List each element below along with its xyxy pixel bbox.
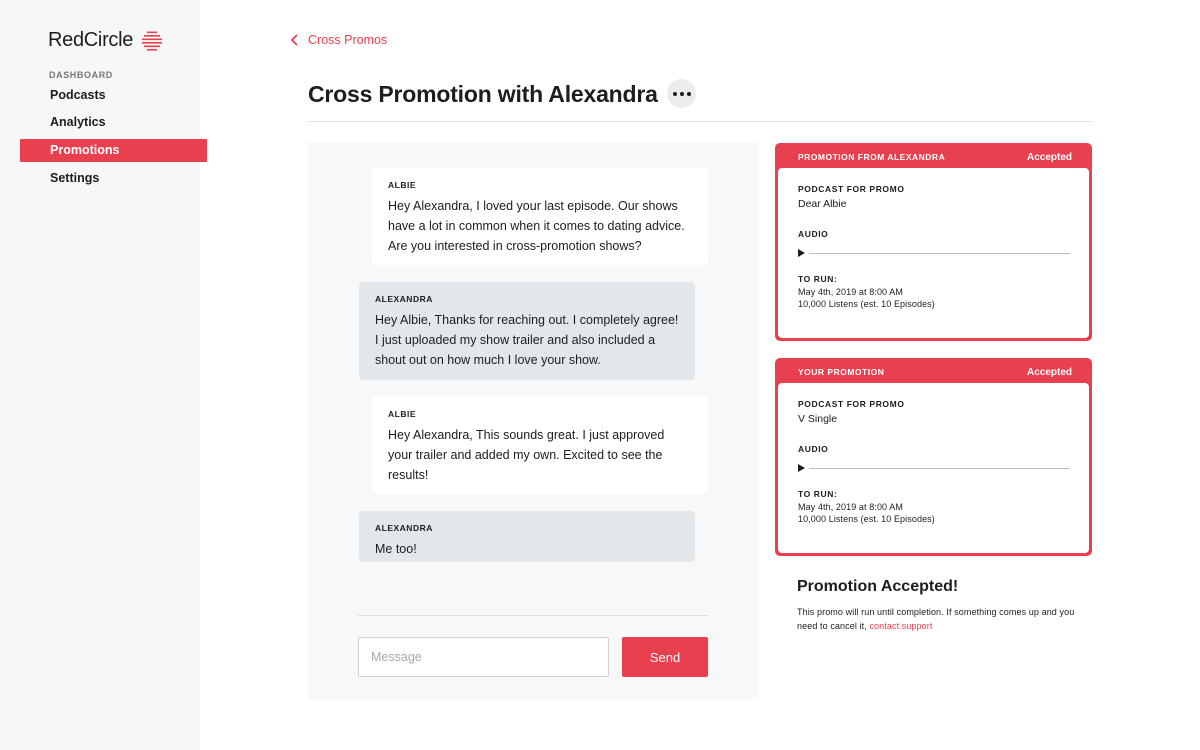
run-date: May 4th, 2019 at 8:00 AM xyxy=(798,287,903,297)
send-button[interactable]: Send xyxy=(622,637,708,677)
promo-card-from-alexandra xyxy=(775,143,1092,341)
audio-label: AUDIO xyxy=(798,229,829,239)
sidebar xyxy=(0,0,200,750)
chat-message xyxy=(372,168,708,265)
ellipsis-icon xyxy=(680,92,684,96)
chat-message xyxy=(359,511,695,562)
promotion-accepted-note xyxy=(797,606,1087,633)
run-listens: 10,000 Listens (est. 10 Episodes) xyxy=(798,514,935,524)
message-author: ALEXANDRA xyxy=(375,523,433,533)
message-text: Hey Alexandra, This sounds great. I just approved your trailer and added my own. Excited to see the results! xyxy=(388,428,665,482)
play-icon[interactable] xyxy=(798,249,805,257)
run-date: May 4th, 2019 at 8:00 AM xyxy=(798,502,903,512)
redcircle-logo-icon xyxy=(141,30,163,52)
audio-progress-track[interactable] xyxy=(809,468,1070,469)
message-author: ALEXANDRA xyxy=(375,294,433,304)
chat-message xyxy=(372,397,708,494)
podcast-label: PODCAST FOR PROMO xyxy=(798,184,905,194)
contact-support-link[interactable]: contact support xyxy=(869,620,933,631)
page-title: Cross Promotion with Alexandra xyxy=(308,81,658,107)
promo-card-title: YOUR PROMOTION xyxy=(798,367,885,377)
header-divider xyxy=(308,121,1092,122)
message-text: Hey Albie, Thanks for reaching out. I completely agree! I just uploaded my show trailer and also included a shout out on how much I love your show. xyxy=(375,313,679,367)
to-run-label: TO RUN: xyxy=(798,489,838,499)
promo-card-header xyxy=(778,361,1089,383)
to-run-label: TO RUN: xyxy=(798,274,838,284)
message-text: Hey Alexandra, I loved your last episode. Our shows have a lot in common when it comes to dating advice. Are you interested in cross-promotion shows? xyxy=(388,199,685,253)
sidebar-item-promotions[interactable]: Promotions xyxy=(20,139,207,162)
status-badge: Accepted xyxy=(1026,366,1072,378)
sidebar-item-settings[interactable]: Settings xyxy=(50,171,100,185)
sidebar-item-analytics[interactable]: Analytics xyxy=(50,115,106,129)
message-author: ALBIE xyxy=(388,409,416,419)
audio-player xyxy=(798,462,1070,474)
promo-card-body xyxy=(778,168,1089,338)
podcast-label: PODCAST FOR PROMO xyxy=(798,399,905,409)
sidebar-item-podcasts[interactable]: Podcasts xyxy=(50,88,106,102)
promo-card-title: PROMOTION FROM ALEXANDRA xyxy=(798,152,946,162)
audio-player xyxy=(798,247,1070,259)
podcast-value: V Single xyxy=(798,413,838,425)
chat-divider xyxy=(358,615,708,616)
podcast-value: Dear Albie xyxy=(798,198,847,210)
back-link-label: Cross Promos xyxy=(308,33,388,47)
promo-card-body xyxy=(778,383,1089,553)
promo-card-header xyxy=(778,146,1089,168)
play-icon[interactable] xyxy=(798,464,805,472)
brand-logo[interactable] xyxy=(48,29,163,52)
back-link-cross-promos[interactable] xyxy=(290,33,387,47)
promo-card-your-promotion xyxy=(775,358,1092,556)
ellipsis-icon xyxy=(673,92,677,96)
audio-label: AUDIO xyxy=(798,444,829,454)
chat-message xyxy=(359,282,695,380)
chevron-left-icon xyxy=(290,33,300,47)
brand-name: RedCircle xyxy=(48,29,134,51)
more-options-button[interactable] xyxy=(667,79,696,108)
message-input[interactable] xyxy=(358,637,609,677)
message-author: ALBIE xyxy=(388,180,416,190)
message-text: Me too! xyxy=(375,542,417,556)
promotion-accepted-title: Promotion Accepted! xyxy=(797,578,959,595)
nav-heading-dashboard: DASHBOARD xyxy=(49,70,113,80)
ellipsis-icon xyxy=(687,92,691,96)
chat-panel xyxy=(308,142,758,699)
audio-progress-track[interactable] xyxy=(809,253,1070,254)
status-badge: Accepted xyxy=(1026,151,1072,163)
accepted-note-text: This promo will run until completion. If something comes up and you need to cancel it, xyxy=(797,607,1075,631)
run-listens: 10,000 Listens (est. 10 Episodes) xyxy=(798,299,935,309)
